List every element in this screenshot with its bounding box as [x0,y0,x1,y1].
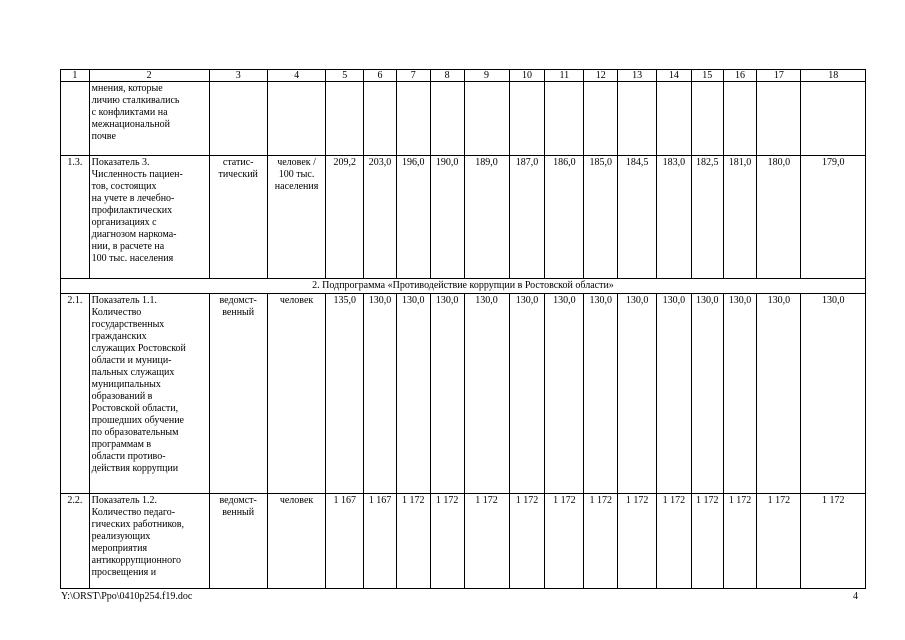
value-cell: 130,0 [801,294,866,494]
value-cell [723,82,757,156]
value-cell: 209,2 [326,156,364,279]
header-cell: 4 [267,70,325,82]
value-cell: 1 172 [657,494,692,589]
value-cell: 130,0 [723,294,757,494]
value-cell [618,82,657,156]
indicator-source: ведомст- венный [209,294,267,494]
header-cell: 1 [61,70,90,82]
value-cell: 130,0 [618,294,657,494]
value-cell: 196,0 [396,156,430,279]
header-cell: 9 [464,70,509,82]
value-cell: 1 172 [464,494,509,589]
header-cell: 14 [657,70,692,82]
value-cell: 1 172 [757,494,801,589]
value-cell: 203,0 [364,156,397,279]
indicator-unit: человек [267,294,325,494]
header-cell: 12 [584,70,618,82]
subprogram-title: 2. Подпрограмма «Противодействие коррупции в Ростовской области» [61,279,866,294]
indicator-table [60,69,866,589]
table-row [61,156,866,279]
row-number: 2.2. [61,494,90,589]
value-cell: 1 167 [364,494,397,589]
value-cell: 1 172 [723,494,757,589]
value-cell [657,82,692,156]
value-cell: 181,0 [723,156,757,279]
value-cell [545,82,584,156]
page-number: 4 [853,591,858,602]
value-cell: 182,5 [691,156,723,279]
row-number: 1.3. [61,156,90,279]
header-cell: 18 [801,70,866,82]
value-cell [584,82,618,156]
header-cell: 3 [209,70,267,82]
table-row [61,82,866,156]
value-cell [326,82,364,156]
value-cell: 1 172 [396,494,430,589]
header-cell: 5 [326,70,364,82]
value-cell [801,82,866,156]
header-cell: 7 [396,70,430,82]
header-cell: 13 [618,70,657,82]
value-cell: 130,0 [464,294,509,494]
header-cell: 6 [364,70,397,82]
value-cell: 183,0 [657,156,692,279]
value-cell: 1 167 [326,494,364,589]
value-cell: 130,0 [509,294,545,494]
value-cell [464,82,509,156]
indicator-unit: человек / 100 тыс. населения [267,156,325,279]
file-path: Y:\ORST\Ppo\0410p254.f19.doc [61,591,193,602]
value-cell [757,82,801,156]
indicator-source: статис- тический [209,156,267,279]
indicator-name: мнения, которые личию сталкивались с конфликтами на межнациональной почве [89,82,209,156]
value-cell: 1 172 [801,494,866,589]
value-cell: 130,0 [364,294,397,494]
header-cell: 17 [757,70,801,82]
value-cell [509,82,545,156]
value-cell: 180,0 [757,156,801,279]
indicator-name: Показатель 3. Численность пациен- тов, состоящих на учете в лечебно- профилактических организациях с диагнозом наркома- нии, в расчете на 100 тыс. населения [89,156,209,279]
row-number [61,82,90,156]
value-cell [364,82,397,156]
value-cell: 190,0 [430,156,464,279]
indicator-source: ведомст- венный [209,494,267,589]
row-number: 2.1. [61,294,90,494]
value-cell [396,82,430,156]
indicator-source [209,82,267,156]
value-cell: 184,5 [618,156,657,279]
value-cell: 189,0 [464,156,509,279]
value-cell: 130,0 [430,294,464,494]
value-cell: 130,0 [757,294,801,494]
value-cell: 130,0 [584,294,618,494]
value-cell: 186,0 [545,156,584,279]
value-cell: 135,0 [326,294,364,494]
value-cell: 130,0 [691,294,723,494]
value-cell: 1 172 [545,494,584,589]
header-cell: 10 [509,70,545,82]
header-cell: 2 [89,70,209,82]
indicator-unit [267,82,325,156]
table-row [61,494,866,589]
indicator-name: Показатель 1.1. Количество государственных гражданских служащих Ростовской области и муници- пальных служащих муниципальных образований в Ростовской области, прошедших обучение по образовательным программам в области противо- действия коррупции [89,294,209,494]
value-cell: 187,0 [509,156,545,279]
value-cell: 1 172 [430,494,464,589]
indicator-name: Показатель 1.2. Количество педаго- гических работников, реализующих мероприятия антикоррупционного просвещения и [89,494,209,589]
table-row [61,294,866,494]
value-cell: 130,0 [396,294,430,494]
header-cell: 16 [723,70,757,82]
value-cell: 1 172 [691,494,723,589]
value-cell: 130,0 [657,294,692,494]
subprogram-row [61,279,866,294]
value-cell: 185,0 [584,156,618,279]
value-cell [691,82,723,156]
value-cell: 1 172 [618,494,657,589]
header-cell: 11 [545,70,584,82]
value-cell [430,82,464,156]
value-cell: 130,0 [545,294,584,494]
value-cell: 179,0 [801,156,866,279]
value-cell: 1 172 [509,494,545,589]
header-row [61,70,866,82]
header-cell: 8 [430,70,464,82]
indicator-unit: человек [267,494,325,589]
value-cell: 1 172 [584,494,618,589]
header-cell: 15 [691,70,723,82]
